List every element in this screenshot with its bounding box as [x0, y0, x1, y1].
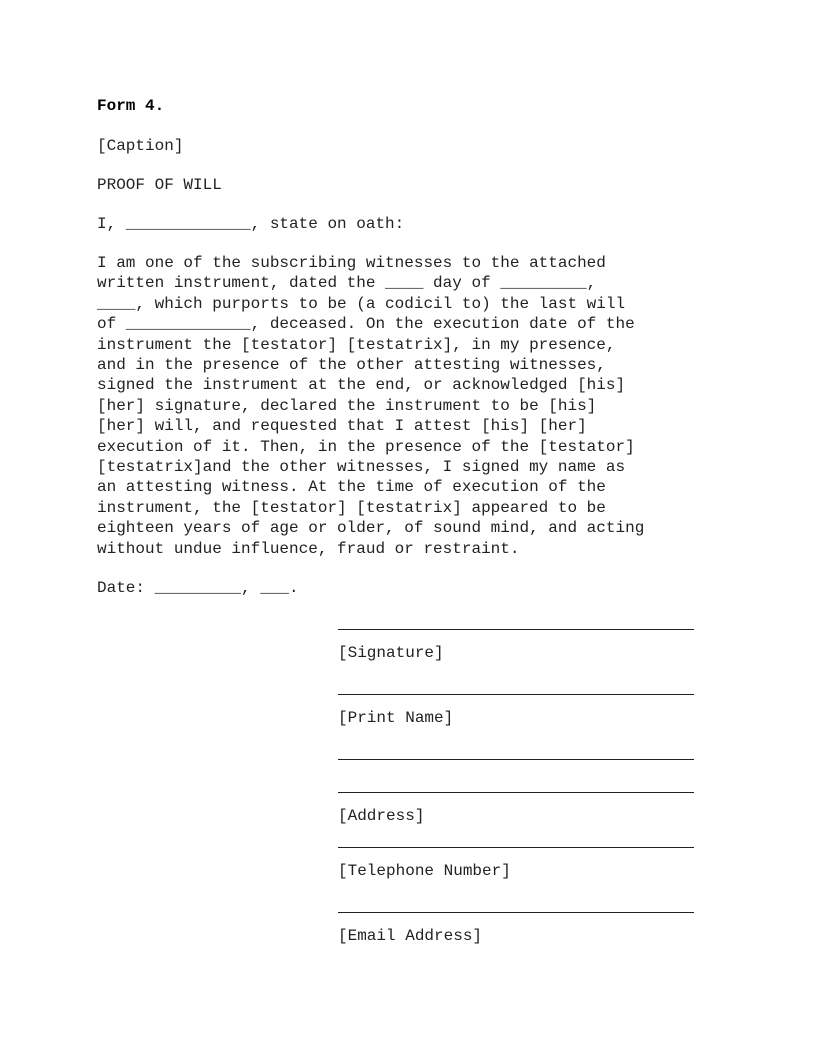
telephone-line [338, 847, 694, 848]
address-line-1 [338, 759, 694, 760]
address-line-2 [338, 792, 694, 793]
address-label: [Address] [338, 807, 425, 825]
signature-label: [Signature] [338, 644, 444, 662]
oath-statement: I, _____________, state on oath: [97, 215, 405, 233]
email-label: [Email Address] [338, 927, 483, 945]
form-number: Form 4. [97, 97, 165, 115]
document-title: PROOF OF WILL [97, 176, 222, 194]
print-name-line [338, 694, 694, 695]
signature-line [338, 629, 694, 630]
print-name-label: [Print Name] [338, 709, 454, 727]
email-line [338, 912, 694, 913]
witness-statement-paragraph: I am one of the subscribing witnesses to the attached written instrument, dated the ____ day of _________, ____, which purports to be (a codicil to) the last will of _____________, deceased. On the execution date of the instrument the [testator] [testatrix], in my presence, and in the presence of the other attesting witnesses, signed the instrument at the end, or acknowledged [his] [her] signature, declared the instrument to be [his] [her] will, and requested that I attest [his] [her] execution of it. Then, in the presence of the [testator] [testatrix]and the other witnesses, I signed my name as an attesting witness. At the time of execution of the instrument, the [testator] [testatrix] appeared to be eighteen years of age or older, of sound mind, and acting without undue influence, fraud or restraint. [97, 254, 645, 558]
telephone-label: [Telephone Number] [338, 862, 511, 880]
date-line: Date: _________, ___. [97, 579, 299, 597]
caption-placeholder: [Caption] [97, 137, 184, 155]
